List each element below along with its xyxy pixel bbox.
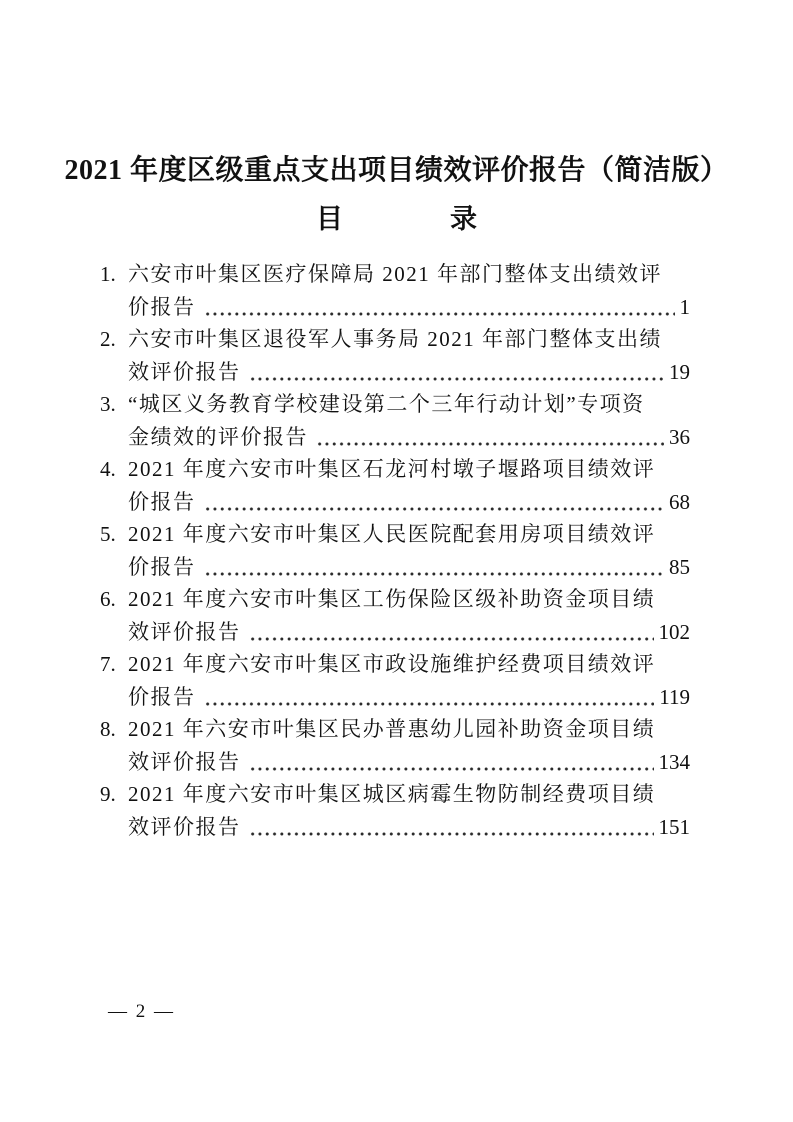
- toc-heading-char-left: 目: [316, 204, 343, 234]
- toc-item-title-line2: 金绩效的评价报告: [128, 424, 308, 449]
- toc-item: [100, 518, 690, 583]
- toc-item-title-line1: 2021 年度六安市叶集区市政设施维护经费项目绩效评: [128, 652, 656, 676]
- toc-item: [100, 388, 690, 453]
- toc-item-title-line2: 效评价报告: [128, 814, 241, 839]
- toc-item-title-line1: “城区义务教育学校建设第二个三年行动计划”专项资: [128, 392, 645, 416]
- toc-page-number: 102: [658, 619, 690, 644]
- dot-leader: [316, 440, 664, 448]
- toc-item-title-line1: 2021 年度六安市叶集区石龙河村墩子堰路项目绩效评: [128, 457, 656, 481]
- toc-page-number: 85: [669, 554, 690, 579]
- toc-item-number: 7.: [100, 652, 116, 676]
- toc-list: [100, 258, 690, 843]
- document-title: 2021 年度区级重点支出项目绩效评价报告（简洁版）: [64, 155, 729, 186]
- toc-item-number: 5.: [100, 522, 116, 546]
- toc-heading-char-right: 录: [450, 204, 477, 234]
- dot-leader: [249, 635, 654, 643]
- toc-item: [100, 583, 690, 648]
- toc-item-title-line2: 效评价报告: [128, 359, 241, 384]
- dot-leader: [249, 375, 665, 383]
- toc-item: [100, 778, 690, 843]
- toc-item: [100, 713, 690, 778]
- toc-item-title-line2: 效评价报告: [128, 749, 241, 774]
- toc-page-number: 68: [669, 489, 690, 514]
- toc-item-title-line1: 2021 年六安市叶集区民办普惠幼儿园补助资金项目绩: [128, 717, 656, 741]
- toc-item-title-line1: 六安市叶集区医疗保障局 2021 年部门整体支出绩效评: [128, 262, 662, 286]
- toc-item-title-line1: 2021 年度六安市叶集区城区病霉生物防制经费项目绩: [128, 782, 656, 806]
- dot-leader: [249, 765, 654, 773]
- dot-leader: [204, 505, 665, 513]
- toc-item-title-line2: 效评价报告: [128, 619, 241, 644]
- toc-item-number: 8.: [100, 717, 116, 741]
- toc-page-number: 119: [659, 684, 690, 709]
- toc-item-title-line2: 价报告: [128, 554, 196, 579]
- toc-item-title-line2: 价报告: [128, 294, 196, 319]
- dot-leader: [204, 700, 655, 708]
- toc-item: [100, 648, 690, 713]
- toc-item-title-line2: 价报告: [128, 684, 196, 709]
- toc-page-number: 134: [658, 749, 690, 774]
- toc-item: [100, 453, 690, 518]
- toc-item-title-line1: 2021 年度六安市叶集区人民医院配套用房项目绩效评: [128, 522, 656, 546]
- dot-leader: [249, 830, 654, 838]
- toc-item-number: 1.: [100, 262, 116, 286]
- toc-page-number: 36: [669, 424, 690, 449]
- toc-item: [100, 258, 690, 323]
- toc-item-number: 9.: [100, 782, 116, 806]
- toc-page-number: 19: [669, 359, 690, 384]
- dot-leader: [204, 570, 665, 578]
- toc-item-title-line1: 2021 年度六安市叶集区工伤保险区级补助资金项目绩: [128, 587, 656, 611]
- toc-heading: [0, 197, 793, 236]
- toc-page-number: 151: [658, 814, 690, 839]
- toc-item-number: 3.: [100, 392, 116, 416]
- toc-item-number: 4.: [100, 457, 116, 481]
- toc-item-title-line1: 六安市叶集区退役军人事务局 2021 年部门整体支出绩: [128, 327, 662, 351]
- page-number-footer: — 2 —: [108, 1001, 175, 1022]
- toc-page-number: 1: [679, 294, 690, 319]
- toc-item: [100, 323, 690, 388]
- toc-item-title-line2: 价报告: [128, 489, 196, 514]
- toc-item-number: 2.: [100, 327, 116, 351]
- dot-leader: [204, 310, 675, 318]
- toc-item-number: 6.: [100, 587, 116, 611]
